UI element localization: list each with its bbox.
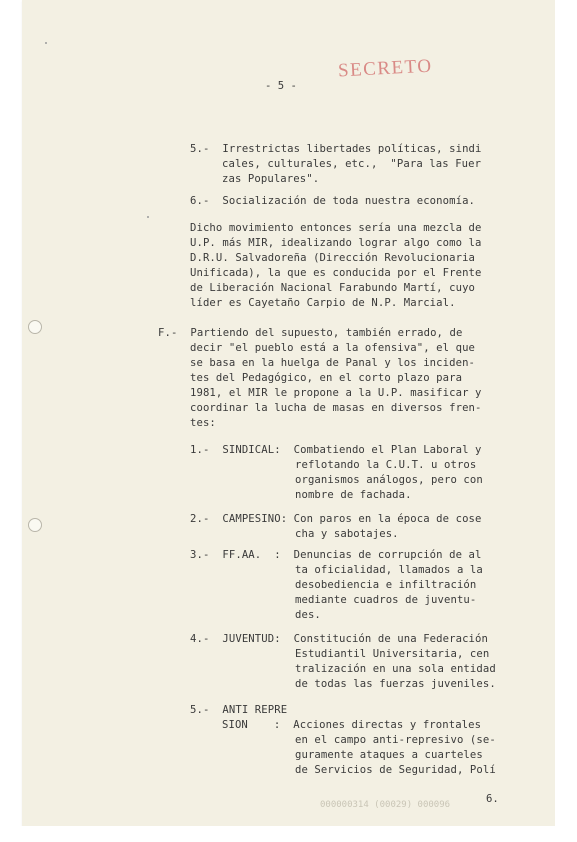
text-line: SION : Acciones directas y frontales	[222, 719, 482, 731]
faint-serial: 000000314 (00029) 000096	[320, 800, 451, 810]
text-line: 2.- CAMPESINO: Con paros en la época de cose	[190, 513, 482, 525]
punch-hole	[28, 320, 42, 334]
text-line: U.P. más MIR, idealizando lograr algo como la	[190, 237, 482, 249]
text-line: de Servicios de Seguridad, Polí	[295, 764, 496, 776]
text-line: desobediencia e infiltración	[295, 579, 477, 591]
text-line: líder es Cayetaño Carpio de N.P. Marcial.	[190, 297, 456, 309]
next-page-marker: 6.	[486, 793, 499, 805]
page-number: - 5 -	[265, 80, 297, 92]
text-line: 4.- JUVENTUD: Constitución de una Federación	[190, 633, 488, 645]
text-line: en el campo anti-represivo (se-	[295, 734, 496, 746]
text-line: reflotando la C.U.T. u otros	[295, 459, 477, 471]
text-line: 1.- SINDICAL: Combatiendo el Plan Laboral y	[190, 444, 482, 456]
secret-stamp: SECRETO	[337, 55, 434, 82]
text-line: coordinar la lucha de masas en diversos fren-	[190, 402, 482, 414]
text-line: tralización en una sola entidad	[295, 663, 496, 675]
text-line: cales, culturales, etc., "Para las Fuer	[222, 158, 482, 170]
text-line: tes del Pedagógico, en el corto plazo para	[190, 372, 463, 384]
text-line: ta oficialidad, llamados a la	[295, 564, 483, 576]
text-line: de Liberación Nacional Farabundo Martí, cuyo	[190, 282, 476, 294]
text-line: F.- Partiendo del supuesto, también errado, de	[158, 327, 463, 339]
text-line: de todas las fuerzas juveniles.	[295, 678, 496, 690]
text-line: guramente ataques a cuarteles	[295, 749, 483, 761]
text-line: decir "el pueblo está a la ofensiva", el que	[190, 342, 476, 354]
page-margin-bottom	[0, 826, 577, 842]
text-line: D.R.U. Salvadoreña (Dirección Revolucionaria	[190, 252, 476, 264]
text-line: des.	[295, 609, 321, 621]
text-line: nombre de fachada.	[295, 489, 412, 501]
scan-speck	[45, 42, 47, 44]
scan-speck	[147, 216, 149, 218]
text-line: se basa en la huelga de Panal y los inciden-	[190, 357, 476, 369]
text-line: 5.- ANTI REPRE	[190, 704, 288, 716]
text-line: 5.- Irrestrictas libertades políticas, sindi	[190, 143, 482, 155]
text-line: 6.- Socialización de toda nuestra economía.	[190, 195, 476, 207]
page-margin	[555, 0, 577, 842]
text-line: Dicho movimiento entonces sería una mezcla de	[190, 222, 482, 234]
punch-hole	[28, 518, 42, 532]
text-line: 3.- FF.AA. : Denuncias de corrupción de al	[190, 549, 482, 561]
text-line: 1981, el MIR le propone a la U.P. masificar y	[190, 387, 482, 399]
text-line: cha y sabotajes.	[295, 528, 399, 540]
text-line: mediante cuadros de juventu-	[295, 594, 477, 606]
text-line: Estudiantil Universitaria, cen	[295, 648, 490, 660]
text-line: tes:	[190, 417, 216, 429]
text-line: Unificada), la que es conducida por el Frente	[190, 267, 482, 279]
text-line: organismos análogos, pero con	[295, 474, 483, 486]
text-line: zas Populares".	[222, 173, 320, 185]
